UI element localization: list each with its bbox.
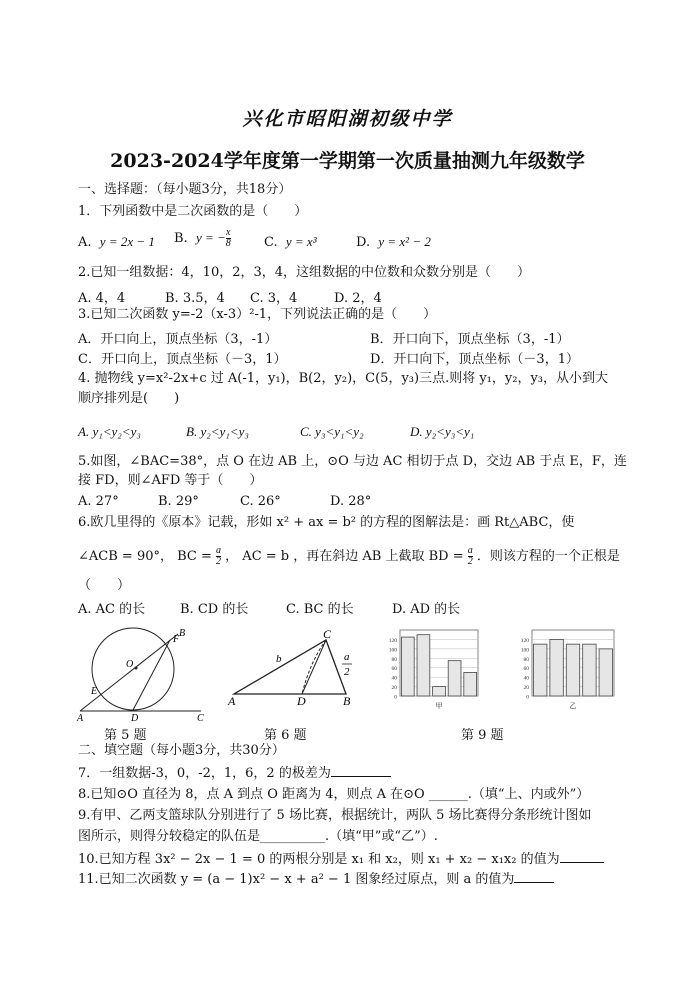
chart-a-team-label: 甲 xyxy=(435,702,443,710)
q6-line2-pre: ∠ACB = 90°， BC = xyxy=(78,549,212,564)
chart-b-team-label: 乙 xyxy=(569,702,577,710)
fig9-caption: 第 9 题 xyxy=(461,728,504,743)
q1-b-num: x xyxy=(226,227,231,238)
chart-b-bar-2 xyxy=(550,639,563,696)
q9-line2: 图所示，则得分较稳定的队伍是__________.（填“甲”或“乙”）. xyxy=(78,829,438,844)
fig5-line-fd xyxy=(133,640,170,710)
chart-a-ytick-label: 120 xyxy=(388,637,397,644)
q1-b-den: 8 xyxy=(225,238,231,249)
figure-6 xyxy=(226,628,366,708)
q2-stem: 2.已知一组数据：4，10，2，3，4，这组数据的中位数和众数分别是（ ） xyxy=(78,265,531,280)
fig5-label-o: O xyxy=(126,659,134,670)
q5-option-b: B. 29° xyxy=(158,494,199,509)
fig6-label-frac-den: 2 xyxy=(344,666,350,678)
q4-stem-line2: 顺序排列是( ) xyxy=(78,391,180,406)
fig5-label-a: A xyxy=(77,713,84,722)
q6-stem-line1: 6.欧几里得的《原本》记载，形如 x² + ax = b² 的方程的图解法是：画 Rt△ABC，使 xyxy=(78,515,575,530)
section2-heading: 二、填空题（每小题3分，共30分） xyxy=(78,743,285,758)
section1-heading: 一、选择题：（每小题3分，共18分） xyxy=(78,182,292,197)
chart-a-ytick-label: 20 xyxy=(391,685,397,692)
q6-bc-num: a xyxy=(216,545,222,556)
q9-line1: 9.有甲、乙两支篮球队分别进行了 5 场比赛，根据统计，两队 5 场比赛得分条形统计图如 xyxy=(78,808,592,823)
chart-a-ytick-label: 80 xyxy=(391,656,397,663)
q1-c-label: C. xyxy=(264,235,278,250)
q1-b-fraction xyxy=(226,228,231,249)
q2-option-c: C. 3，4 xyxy=(250,291,298,306)
fig5-label-c: C xyxy=(197,713,204,722)
q5-option-d: D. 28° xyxy=(330,494,372,509)
fig6-triangle xyxy=(234,640,346,694)
school-name: 兴化市昭阳湖初级中学 xyxy=(242,108,453,130)
fig6-line-cd xyxy=(302,640,326,694)
q5-stem-line2: 接 FD，则∠AFD 等于（ ） xyxy=(78,473,263,488)
fig6-label-side-b: b xyxy=(276,653,282,665)
chart-b-bar-4 xyxy=(583,644,596,696)
q3-option-c: C．开口向上，顶点坐标（－3，1） xyxy=(78,352,287,367)
q1-c-text: y = x³ xyxy=(285,234,317,249)
chart-b-ytick-label: 40 xyxy=(523,675,529,682)
figure-5 xyxy=(76,622,216,722)
fig5-label-f: F xyxy=(173,634,180,645)
q6-option-b: B. CD 的长 xyxy=(180,602,249,617)
exam-title: 2023-2024学年度第一学期第一次质量抽测九年级数学 xyxy=(110,150,585,172)
q4-option-d: D. y₂<y₃<y₁ xyxy=(410,424,475,439)
chart-a-bar-4 xyxy=(448,661,461,696)
fig5-caption: 第 5 题 xyxy=(104,728,147,743)
q6-option-d: D. AD 的长 xyxy=(392,602,461,617)
q1-option-c xyxy=(264,234,317,250)
q10-text xyxy=(78,850,604,869)
chart-team-b xyxy=(510,624,616,710)
q2-option-a: A. 4，4 xyxy=(78,291,126,306)
q6-bd-fraction xyxy=(468,546,473,567)
chart-b-bar-5 xyxy=(599,649,612,696)
chart-a-ytick-label: 40 xyxy=(391,675,397,682)
q7-text xyxy=(78,764,391,783)
q1-stem: 1．下列函数中是二次函数的是（ ） xyxy=(78,204,308,219)
q4-option-c: C. y₃<y₁<y₂ xyxy=(300,424,364,439)
q1-option-d xyxy=(356,234,431,250)
q4-option-b: B. y₂<y₁<y₃ xyxy=(186,424,249,439)
q2-option-d: D. 2，4 xyxy=(334,291,382,306)
q10-stem: 10.已知方程 3x² − 2x − 1 = 0 的两根分别是 x₁ 和 x₂，则 x₁ + x₂ − x₁x₂ 的值为 xyxy=(78,852,560,867)
q6-bc-fraction xyxy=(216,546,221,567)
chart-a-ytick-label: 100 xyxy=(388,647,397,654)
chart-b-ytick-label: 120 xyxy=(520,637,529,644)
q6-stem-line2 xyxy=(78,546,620,567)
q5-stem-line1: 5.如图，∠BAC=38°，点 O 在边 AB 上，⊙O 与边 AC 相切于点 D，交边 AB 于点 E，F，连 xyxy=(78,454,627,469)
chart-b-ytick-label: 80 xyxy=(523,656,529,663)
chart-a-bar-2 xyxy=(417,635,430,696)
fig5-label-e: E xyxy=(91,686,98,697)
q1-d-label: D. xyxy=(356,235,371,250)
q6-line2-post: ．则该方程的一个正根是 xyxy=(476,549,620,564)
q6-stem-line3: （ ） xyxy=(78,578,131,593)
q11-text xyxy=(78,870,554,889)
q8-text: 8.已知⊙O 直径为 8，点 A 到点 O 距离为 4，则点 A 在⊙O ______.（填“上、内或外”） xyxy=(78,787,590,802)
q3-option-d: D．开口向下，顶点坐标（－3，1） xyxy=(370,352,579,367)
q6-option-a: A. AC 的长 xyxy=(78,602,146,617)
fig5-label-d: D xyxy=(131,713,139,722)
q1-option-b xyxy=(174,228,231,249)
q1-option-a xyxy=(78,234,155,250)
q4-stem-line1: 4. 抛物线 y=x²-2x+c 过 A(-1，y₁)，B(2，y₂)，C(5，y₃)三点.则将 y₁，y₂，y₃，从小到大 xyxy=(78,371,609,386)
fig6-label-d: D xyxy=(297,694,306,708)
fig6-label-frac-num: a xyxy=(344,651,350,663)
fig6-label-c: C xyxy=(323,628,332,641)
chart-b-ytick-label: 0 xyxy=(526,694,529,701)
fig5-line-ab xyxy=(80,634,178,711)
fig6-label-b: B xyxy=(343,694,351,708)
q1-a-label: A. xyxy=(78,235,92,250)
fig6-label-a: A xyxy=(228,694,236,708)
q5-option-c: C. 26° xyxy=(240,494,281,509)
q2-option-b: B. 3.5，4 xyxy=(165,291,225,306)
q6-line2-mid: ， AC = b ，再在斜边 AB 上截取 BD = xyxy=(225,549,464,564)
fig5-center-dot xyxy=(135,667,138,670)
q3-option-b: B．开口向下，顶点坐标（3，-1） xyxy=(370,332,570,347)
q3-option-a: A．开口向上，顶点坐标（3，-1） xyxy=(78,332,278,347)
fig6-caption: 第 6 题 xyxy=(264,728,307,743)
q6-bd-num: a xyxy=(467,545,473,556)
q11-blank xyxy=(514,870,554,883)
chart-b-ytick-label: 100 xyxy=(520,647,529,654)
q7-stem: 7．一组数据-3，0，-2，1，6，2 的极差为 xyxy=(78,766,331,781)
fig5-label-b: B xyxy=(179,628,186,639)
chart-a-bar-1 xyxy=(401,637,414,696)
chart-b-ytick-label: 60 xyxy=(523,666,529,673)
q5-option-a: A. 27° xyxy=(78,494,119,509)
q6-bc-den: 2 xyxy=(216,556,222,567)
chart-b-ytick-label: 20 xyxy=(523,685,529,692)
chart-a-bar-5 xyxy=(464,672,477,696)
q1-a-text: y = 2x − 1 xyxy=(99,234,155,249)
chart-b-bar-3 xyxy=(566,644,579,696)
q11-stem: 11.已知二次函数 y = (a − 1)x² − x + a² − 1 图象经过原点，则 a 的值为 xyxy=(78,872,515,887)
q7-blank xyxy=(331,764,391,777)
chart-b-bar-1 xyxy=(533,644,546,696)
chart-team-a xyxy=(378,624,480,710)
q6-option-c: C. BC 的长 xyxy=(286,602,354,617)
q1-d-text: y = x² − 2 xyxy=(378,234,431,249)
chart-a-ytick-label: 0 xyxy=(394,694,397,701)
q1-b-pre: y = − xyxy=(195,230,226,245)
q10-blank xyxy=(560,850,604,863)
chart-a-ytick-label: 60 xyxy=(391,666,397,673)
q1-b-label: B. xyxy=(174,231,188,246)
q4-option-a: A. y₁<y₂<y₃ xyxy=(78,424,141,439)
q3-stem: 3.已知二次函数 y=-2（x-3）²-1，下列说法正确的是（ ） xyxy=(78,307,437,322)
chart-a-bar-3 xyxy=(433,687,446,696)
q6-bd-den: 2 xyxy=(467,556,473,567)
